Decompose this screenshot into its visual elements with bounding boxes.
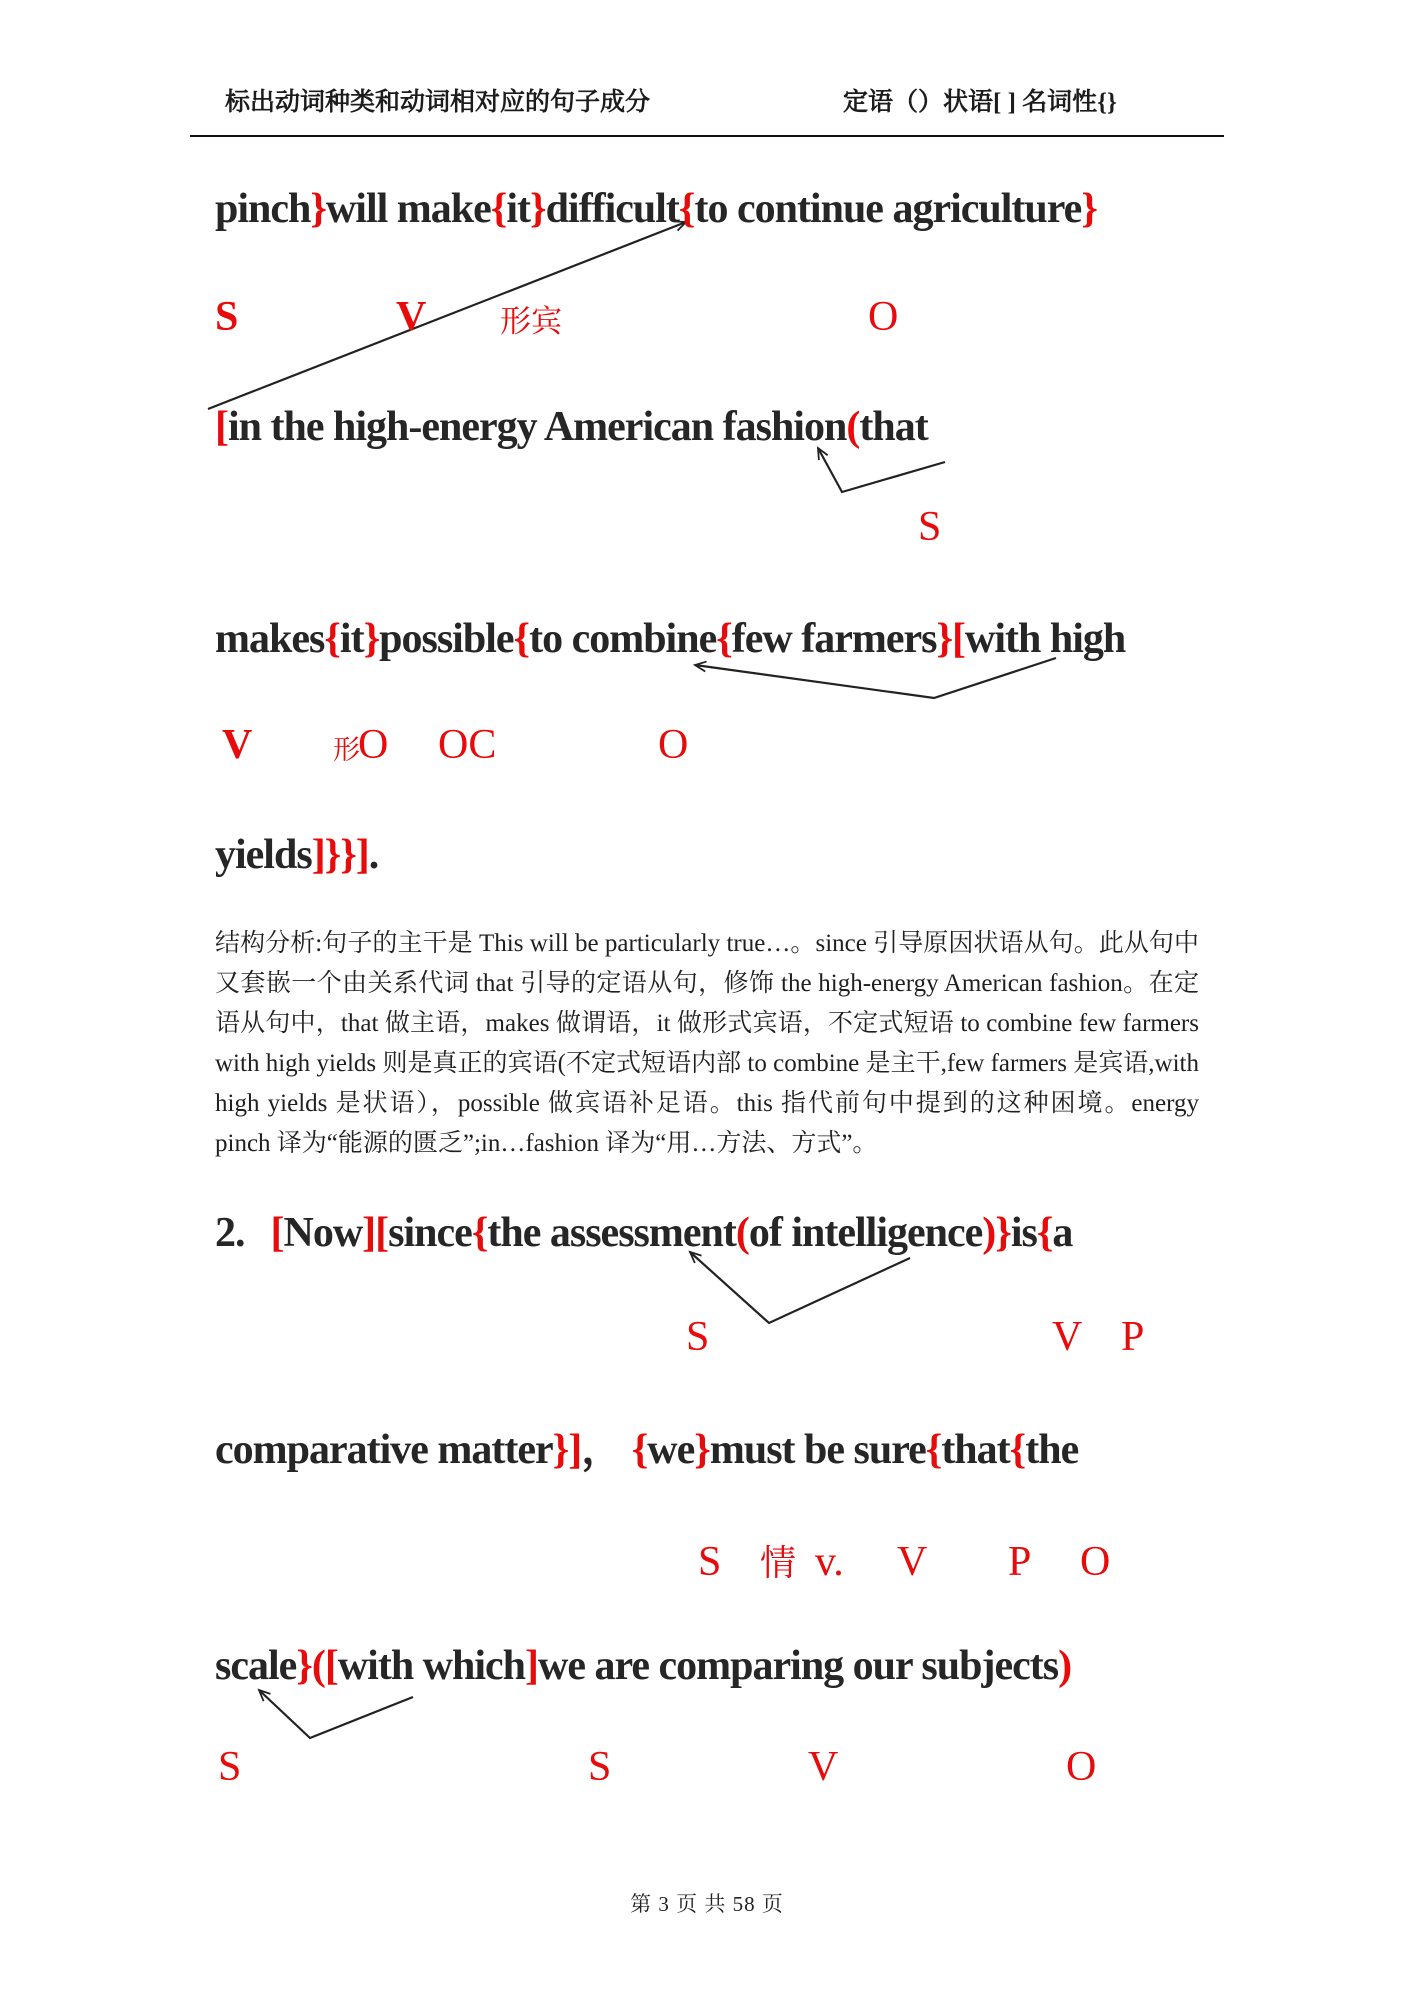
marker-s1-xingbin: 形宾 <box>500 304 562 339</box>
page-footer: 第 3 页 共 58 页 <box>630 1892 784 1916</box>
analysis-paragraph: 结构分析:句子的主干是 This will be particularly true…。since 引导原因状语从句。此从句中又套嵌一个由关系代词 that 引导的定语从句，修饰 the high-energy American fashion。在定语从句中，that 做主语，makes 做谓语，it 做形式宾语，不定式短语 to combine few farmers with high yields 则是真正的宾语(不定式短语内部 to combine 是主干,few farmers 是宾语,with high yields 是状语），possible 做宾语补足语。this 指代前句中提到的这种困境。energy pinch 译为“能源的匮乏”;in…fashion 译为“用…方法、方式”。 <box>215 930 1199 1157</box>
bracket-segment: { <box>678 186 695 232</box>
bracket-segment: { <box>1009 1427 1026 1473</box>
bracket-segment: } <box>1081 186 1097 232</box>
header-left-title: 标出动词种类和动词相对应的句子成分 <box>225 89 651 116</box>
marker-s2c-object: O <box>1066 1744 1097 1790</box>
bracket-segment: { <box>1036 1210 1053 1256</box>
marker-s1b-object2: O <box>658 722 689 768</box>
text-segment: ， <box>581 1427 632 1473</box>
sentence2-line1-text <box>271 1210 1073 1256</box>
arrow-adverbial-to-difficult <box>208 222 686 409</box>
bracket-segment: ) <box>1058 1643 1072 1689</box>
marker-s1b-object-complement: OC <box>438 722 497 768</box>
text-segment: we are comparing our subjects <box>538 1643 1059 1689</box>
bracket-segment: [ <box>215 404 228 450</box>
bracket-segment: { <box>471 1210 488 1256</box>
text-segment: in the high-energy American fashion <box>228 404 847 450</box>
text-segment: few farmers <box>731 616 937 662</box>
bracket-segment: } <box>363 616 380 662</box>
marker-s2b-predicative: P <box>1008 1539 1032 1585</box>
arrow-to-assessment <box>690 1252 910 1323</box>
marker-s1-that-subject: S <box>918 504 942 550</box>
marker-s2b-modal-v: v. <box>815 1539 844 1585</box>
marker-s2b-subject: S <box>698 1539 722 1585</box>
text-segment: will make <box>325 186 491 232</box>
bracket-segment: ]}}] <box>311 832 369 878</box>
header-right-legend: 定语（）状语[ ] 名词性{} <box>843 89 1117 116</box>
marker-s1-verb: V <box>396 294 427 340</box>
marker-s1b-object1: O <box>358 722 389 768</box>
marker-s2b-verb: V <box>897 1539 928 1585</box>
sentence1-line2 <box>215 404 928 450</box>
text-segment: we <box>647 1427 695 1473</box>
bracket-segment: ( <box>735 1210 749 1256</box>
bracket-segment: ] <box>525 1643 539 1689</box>
sentence2-line1 <box>215 1210 1072 1256</box>
bracket-segment: { <box>716 616 732 662</box>
sentence1-line4 <box>215 832 378 878</box>
text-segment: the assessment <box>487 1210 736 1256</box>
bracket-segment: ( <box>846 404 860 450</box>
bracket-segment: [ <box>270 1210 284 1256</box>
marker-s2c-subject2: S <box>588 1744 612 1790</box>
bracket-segment: { <box>925 1427 942 1473</box>
text-segment: possible <box>379 616 514 662</box>
bracket-segment: { <box>324 616 340 662</box>
marker-s1b-verb: V <box>222 722 253 768</box>
text-segment: . <box>368 832 379 878</box>
text-segment: must be sure <box>709 1427 926 1473</box>
bracket-segment: } <box>694 1427 710 1473</box>
sentence2-number: 2. <box>215 1210 245 1256</box>
text-segment: of intelligence <box>748 1210 983 1256</box>
text-segment: since <box>388 1210 472 1256</box>
sentence1-line3 <box>215 616 1125 662</box>
bracket-segment: }[ <box>936 616 966 662</box>
bracket-segment: { <box>490 186 507 232</box>
text-segment: scale <box>215 1643 297 1689</box>
text-segment: difficult <box>545 186 679 232</box>
text-segment: with which <box>337 1643 526 1689</box>
sentence1-line1 <box>215 186 1097 232</box>
bracket-segment: }([ <box>296 1643 338 1689</box>
text-segment: a <box>1052 1210 1073 1256</box>
arrow-withhigh-to-combine <box>695 658 1056 698</box>
marker-s1b-xing: 形 <box>333 735 360 765</box>
text-segment: that <box>941 1427 1010 1473</box>
marker-s1-subject: S <box>215 294 239 340</box>
marker-s2c-verb: V <box>808 1744 839 1790</box>
text-segment: pinch <box>215 186 311 232</box>
marker-s2b-modal-qing: 情 <box>760 1543 797 1583</box>
text-segment: to combine <box>529 616 717 662</box>
text-segment: makes <box>215 616 325 662</box>
sentence2-line2 <box>215 1427 1078 1473</box>
arrow-that-to-fashion <box>818 448 945 492</box>
marker-s1-object: O <box>868 294 899 340</box>
bracket-segment: } <box>530 186 546 232</box>
text-segment: it <box>506 186 530 232</box>
text-segment: to continue agriculture <box>694 186 1082 232</box>
text-segment: comparative matter <box>215 1427 553 1473</box>
bracket-segment: } <box>310 186 326 232</box>
bracket-segment: { <box>513 616 530 662</box>
text-segment: it <box>339 616 364 662</box>
header-rule <box>190 135 1224 137</box>
bracket-segment: }] <box>552 1427 582 1473</box>
marker-s2-subject: S <box>686 1314 710 1360</box>
text-segment: the <box>1025 1427 1079 1473</box>
text-segment: yields <box>215 832 312 878</box>
marker-s2-verb: V <box>1052 1314 1083 1360</box>
bracket-segment: ][ <box>362 1210 389 1256</box>
text-segment: with high <box>965 616 1126 662</box>
marker-s2-predicative: P <box>1121 1314 1145 1360</box>
bracket-segment: )} <box>982 1210 1011 1256</box>
text-segment: is <box>1010 1210 1037 1256</box>
marker-s2b-object: O <box>1080 1539 1111 1585</box>
arrow-to-scale <box>259 1690 413 1738</box>
sentence2-line3 <box>215 1643 1071 1689</box>
bracket-segment: { <box>631 1427 648 1473</box>
text-segment: Now <box>283 1210 363 1256</box>
text-segment: that <box>859 404 928 450</box>
marker-s2c-subject1: S <box>218 1744 242 1790</box>
